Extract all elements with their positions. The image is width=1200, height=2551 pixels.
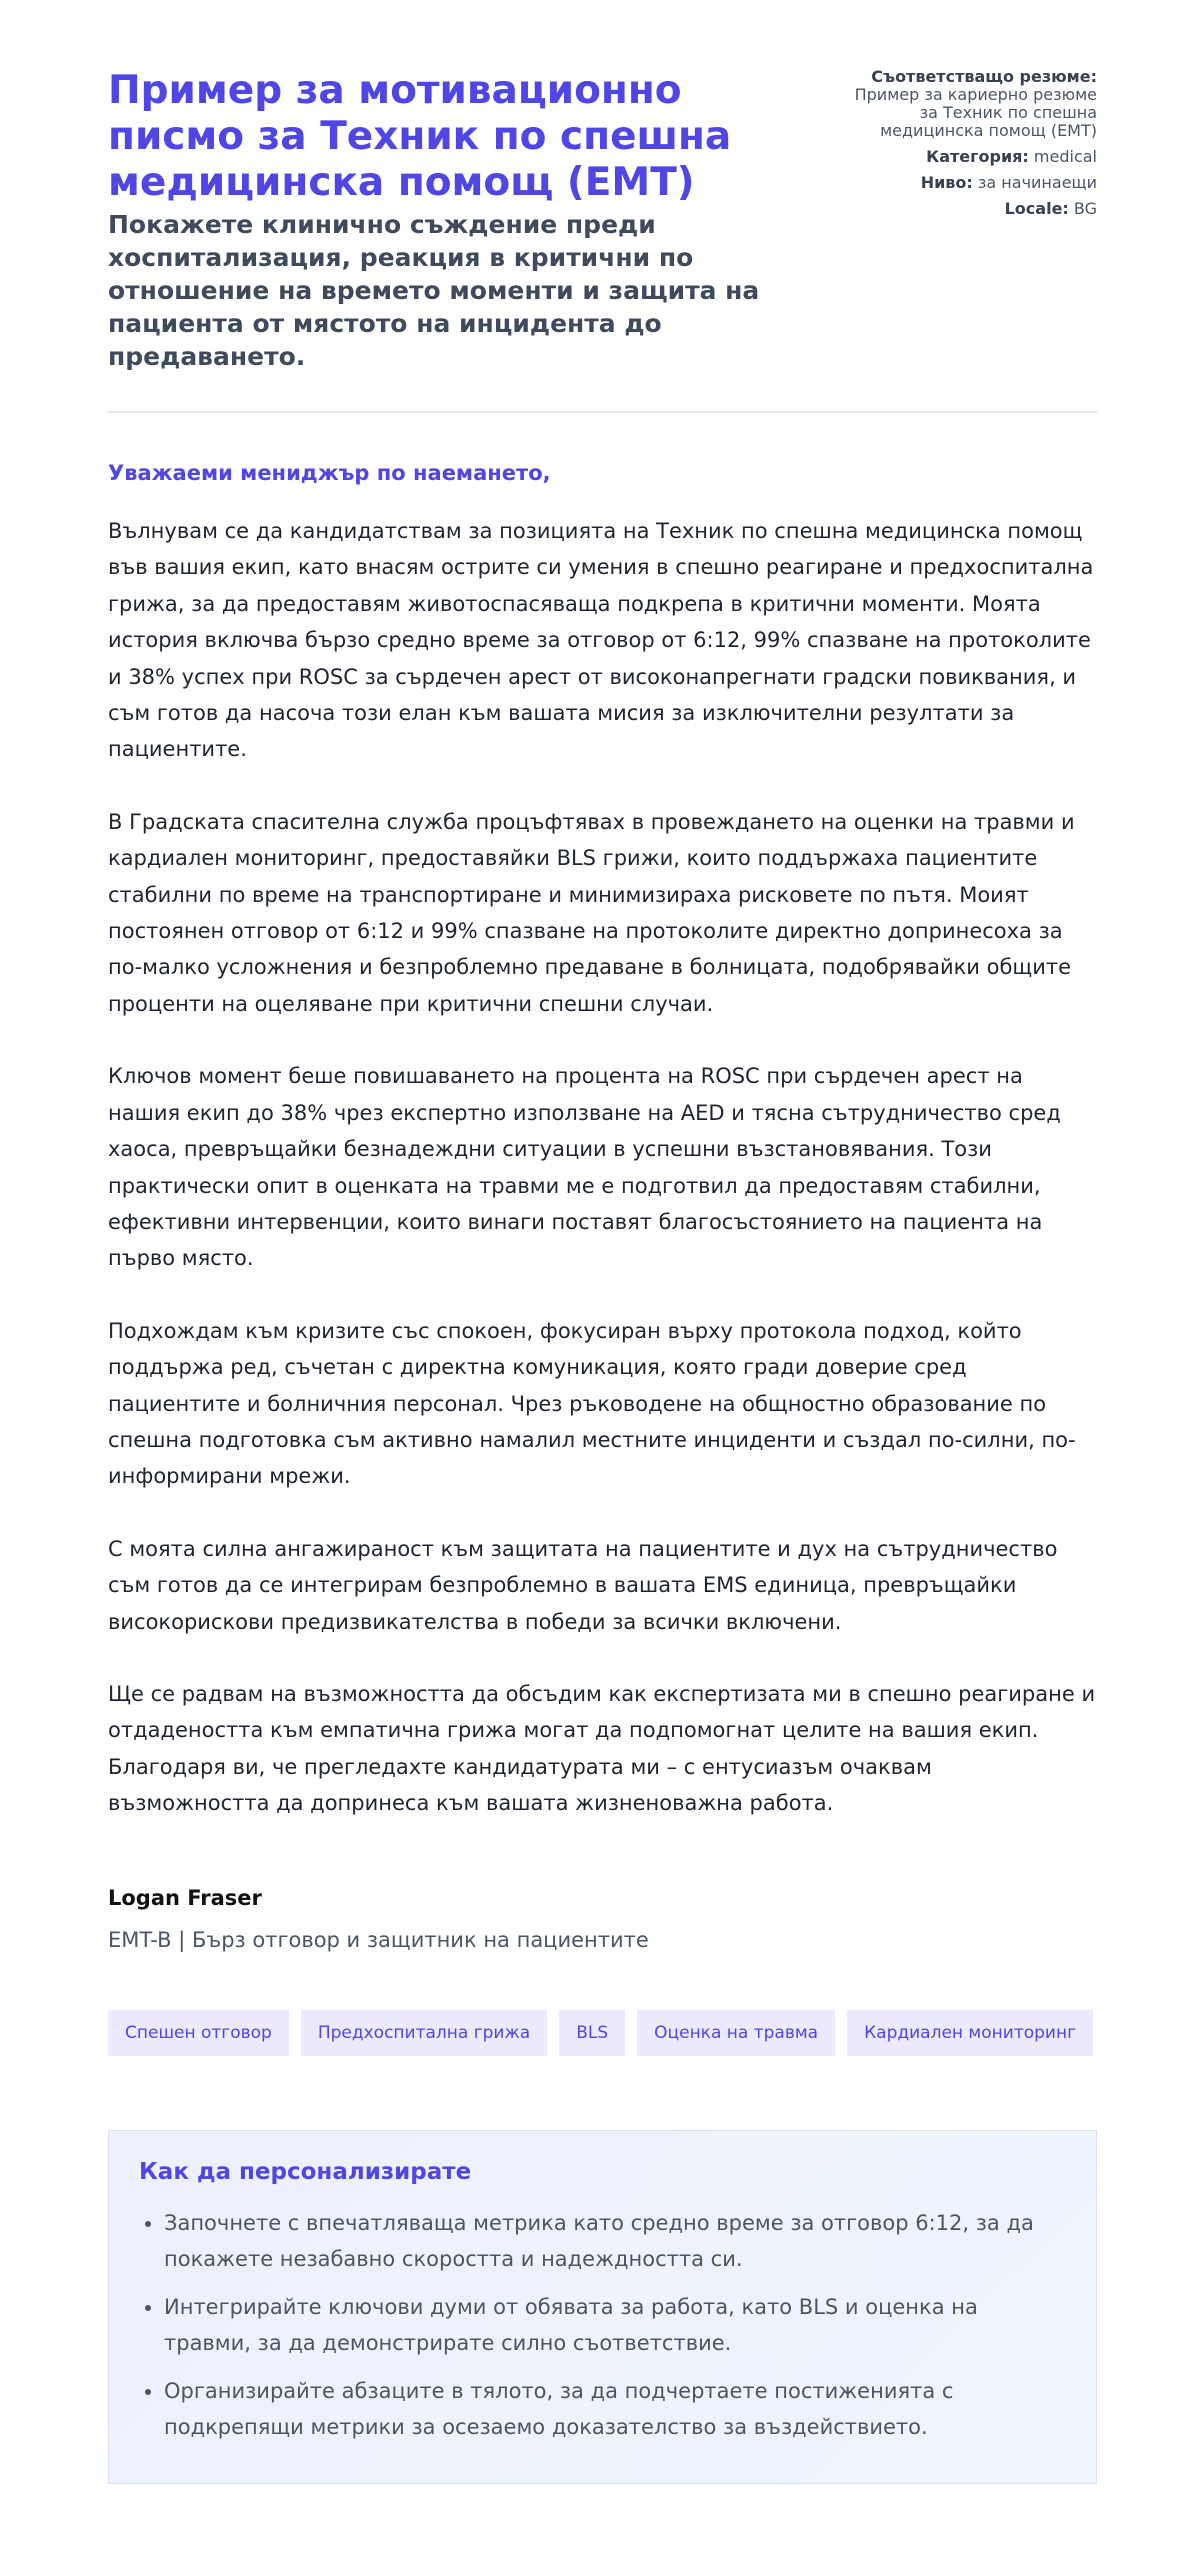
meta-category-value: medical <box>1033 147 1097 166</box>
signature-role: EMT-B | Бърз отговор и защитник на пациентите <box>108 1927 649 1952</box>
title-block <box>108 68 798 373</box>
meta-level-label: Ниво: <box>920 173 973 192</box>
meta-locale <box>835 200 1097 218</box>
skill-tag: Предхоспитална грижа <box>301 2010 547 2056</box>
letter-paragraph: В Градската спасителна служба процъфтявах в провеждането на оценки на травми и кардиален мониторинг, предоставяйки BLS грижи, които поддържаха пациентите стабилни по време на транспортиране и минимизираха рисковете по пътя. Моият постоянен отговор от 6:12 и 99% спазване на протоколите директно допринесоха за по-малко усложнения и безпроблемно предаване в болницата, подобрявайки общите проценти на оцеляване при критични спешни случаи. <box>108 809 1075 1016</box>
meta-panel <box>835 68 1097 226</box>
customization-tips <box>108 2130 1097 2484</box>
skill-tag: BLS <box>559 2010 625 2056</box>
letter-paragraph: С моята силна ангажираност към защитата на пациентите и дух на сътрудничество съм готов да се интегрирам безпроблемно в вашата EMS единица, превръщайки високорискови предизвикателства в победи за всички включени. <box>108 1536 1058 1634</box>
letter-body <box>108 513 1097 1822</box>
meta-category <box>835 148 1097 166</box>
signature-name: Logan Fraser <box>108 1885 262 1910</box>
meta-resume <box>835 68 1097 140</box>
skill-tags <box>108 2010 1097 2056</box>
meta-level <box>835 174 1097 192</box>
cover-letter-page <box>108 68 1097 2484</box>
tip-item: • Интегрирайте ключови думи от обявата за работа, като BLS и оценка на травми, за да демонстрирате силно съответствие. <box>164 2289 1066 2361</box>
letter-paragraph: Ключов момент беше повишаването на процента на ROSC при сърдечен арест на нашия екип до 38% чрез експертно използване на AED и тясна сътрудничество сред хаоса, превръщайки безнадеждни ситуации в успешни възстановявания. Този практически опит в оценката на травми ме е подготвил да предоставям стабилни, ефективни интервенции, които винаги поставят благосъстоянието на пациента на първо място. <box>108 1064 1061 1271</box>
meta-resume-link[interactable]: Пример за кариерно резюме за Техник по спешна медицинска помощ (EMT) <box>854 85 1097 140</box>
meta-locale-value: BG <box>1073 199 1097 218</box>
meta-level-value: за начинаещи <box>977 173 1097 192</box>
meta-resume-label: Съответстващо резюме: <box>871 67 1097 86</box>
letter-paragraph: Вълнувам се да кандидатствам за позицията на Техник по спешна медицинска помощ във вашия екип, като внасям острите си умения в спешно реагиране и предхоспитална грижа, за да предоставям животоспасяваща подкрепа в критични моменти. Моята история включва бързо средно време за отговор от 6:12, 99% спазване на протоколите и 38% успех при ROSC за сърдечен арест от високонапрегнати градски повиквания, и съм готов да насоча този елан към вашата мисия за изключителни резултати за пациентите. <box>108 519 1094 762</box>
tips-title: Как да персонализирате <box>139 2158 472 2185</box>
header-divider <box>108 411 1097 413</box>
tip-item: • Организирайте абзаците в тялото, за да подчертаете постиженията с подкрепящи метрики за осезаемо доказателство за въздействието. <box>164 2373 1066 2445</box>
meta-category-label: Категория: <box>926 147 1029 166</box>
signature <box>108 1886 1097 1952</box>
letter-paragraph: Ще се радвам на възможността да обсъдим как експертизата ми в спешно реагиране и отдадеността към емпатична грижа могат да подпомогнат целите на вашия екип. Благодаря ви, че прегледахте кандидатурата ми – с ентусиазъм очаквам възможността да допринеса към вашата жизненоважна работа. <box>108 1681 1096 1816</box>
page-header <box>108 68 1097 373</box>
letter-greeting: Уважаеми мениджър по наемането, <box>108 461 551 485</box>
tips-list <box>139 2205 1066 2445</box>
tip-item: • Започнете с впечатляваща метрика като средно време за отговор 6:12, за да покажете незабавно скоростта и надеждността си. <box>164 2205 1066 2277</box>
meta-locale-label: Locale: <box>1004 199 1069 218</box>
skill-tag: Спешен отговор <box>108 2010 289 2056</box>
letter-paragraph: Подхождам към кризите със спокоен, фокусиран върху протокола подход, който поддържа ред, съчетан с директна комуникация, която гради доверие сред пациентите и болничния персонал. Чрез ръководене на общностно образование по спешна подготовка съм активно намалил местните инциденти и създал по-силни, по-информирани мрежи. <box>108 1318 1076 1489</box>
page-subtitle: Покажете клинично съждение преди хоспитализация, реакция в критични по отношение на времето моменти и защита на пациента от мястото на инцидента до предаването. <box>108 210 760 371</box>
page-title: Пример за мотивационно писмо за Техник по спешна медицинска помощ (EMT) <box>108 68 732 205</box>
skill-tag: Оценка на травма <box>637 2010 835 2056</box>
skill-tag: Кардиален мониторинг <box>847 2010 1093 2056</box>
